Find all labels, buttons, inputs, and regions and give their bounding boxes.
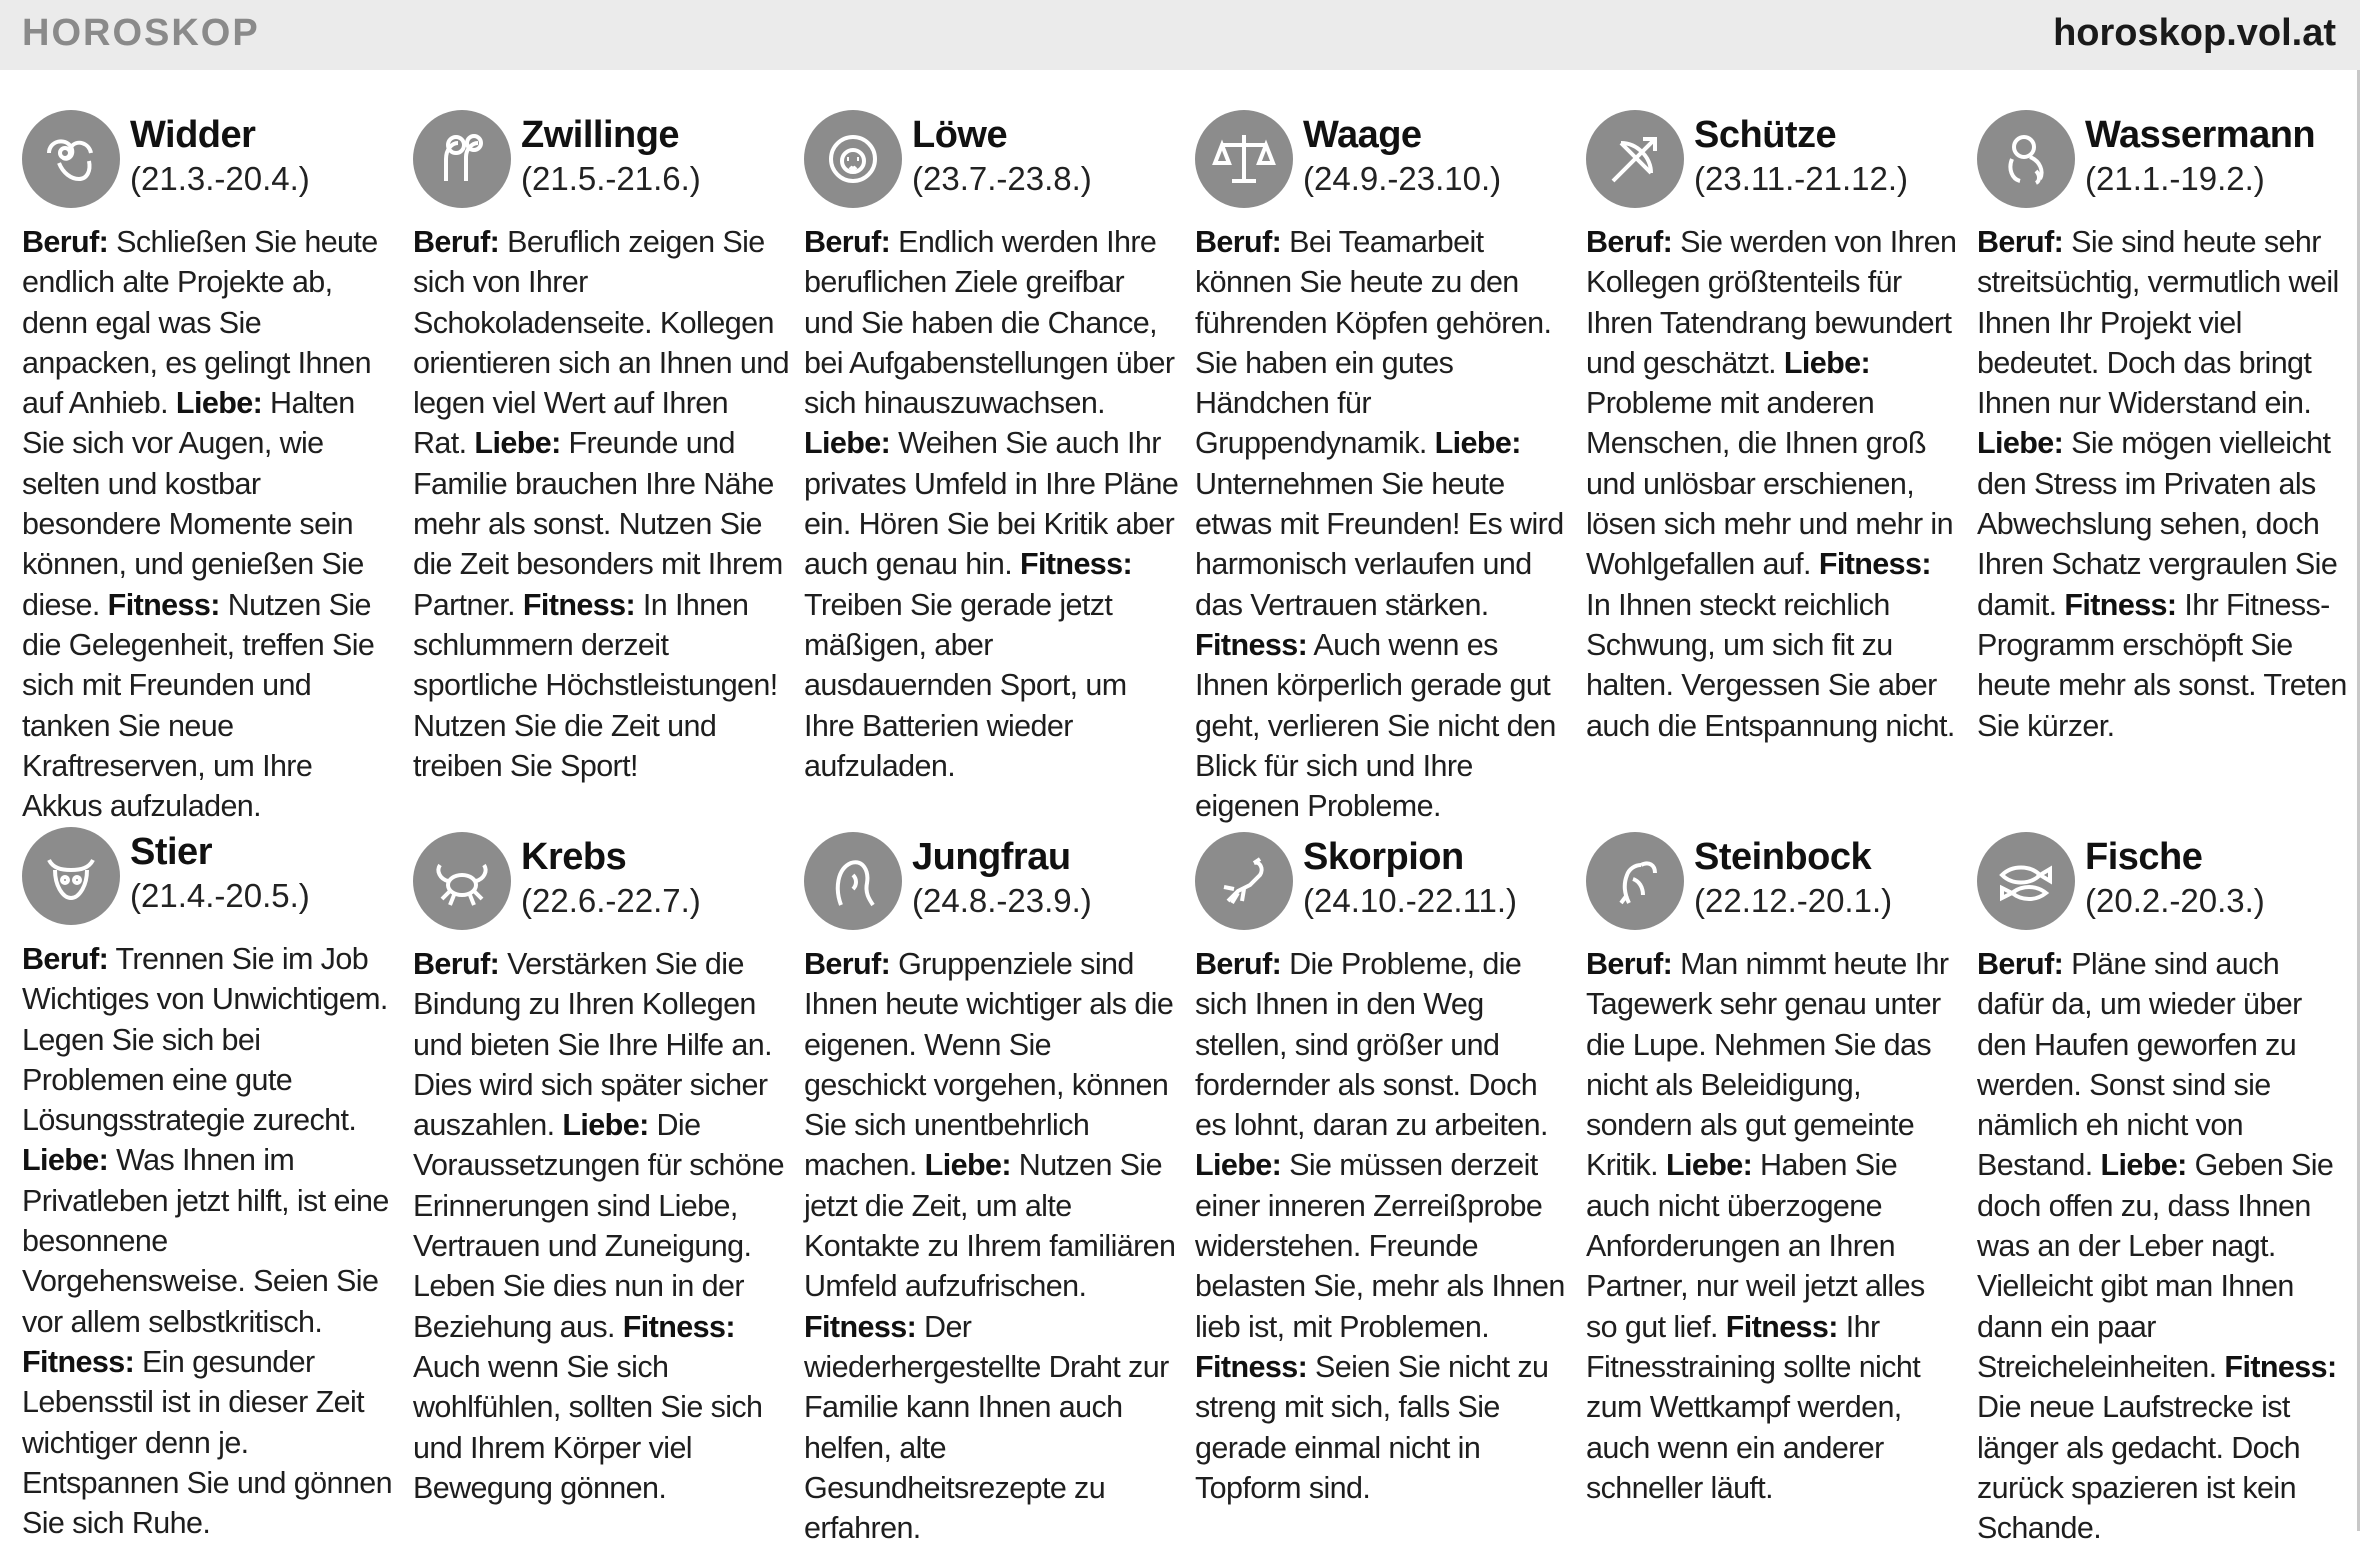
fitness-text: Auch wenn Sie sich wohlfühlen, sollten Sie sich und Ihrem Körper viel Bewegung gönnen. (413, 1349, 763, 1505)
beruf-text: Sie werden von Ihren Kollegen größtenteils für Ihren Tatendrang bewundert und geschätzt. (1586, 225, 1957, 380)
site-url-link[interactable]: horoskop.vol.at (2053, 12, 2336, 54)
fitness-text: Die neue Laufstrecke ist länger als gedacht. Doch zurück spazieren ist kein Schande. (1977, 1390, 2301, 1546)
liebe-label: Liebe: (1977, 426, 2064, 461)
beruf-label: Beruf: (1586, 947, 1673, 981)
fitness-label: Fitness: (2064, 587, 2177, 622)
liebe-text: Sie mögen vielleicht den Stress im Privaten als Abwechslung sehen, doch Ihren Schatz vergraulen Sie damit. (1977, 426, 2338, 622)
fitness-text: Nutzen Sie die Gelegenheit, treffen Sie sich mit Freunden und tanken Sie neue Kraftreserven, um Ihre Akkus aufzuladen. (22, 587, 375, 824)
fitness-label: Fitness: (1725, 1309, 1838, 1344)
beruf-label: Beruf: (413, 225, 500, 259)
liebe-label: Liebe: (804, 426, 891, 461)
beruf-label: Beruf: (1977, 947, 2064, 981)
sign-dates: (24.10.-22.11.) (1303, 882, 1518, 919)
sign-dates: (21.3.-20.4.) (130, 160, 310, 197)
sign-text (413, 222, 789, 786)
archer-icon (1586, 110, 1684, 208)
liebe-text: Halten Sie sich vor Augen, wie selten und kostbar besondere Momente sein können, und genießen Sie diese. (22, 386, 364, 622)
sign-stier (22, 827, 398, 1543)
liebe-label: Liebe: (1665, 1148, 1753, 1183)
beruf-text: Endlich werden Ihre beruflichen Ziele greifbar und Sie haben die Chance, bei Aufgabenstellungen über sich hinauszuwachsen. (804, 225, 1175, 421)
sign-name: Skorpion (1303, 836, 1464, 878)
liebe-text: Die Voraussetzungen für schöne Erinnerungen sind Liebe, Vertrauen und Zuneigung. Leben Sie dies nun in der Beziehung aus. (413, 1108, 784, 1344)
beruf-label: Beruf: (1195, 225, 1282, 259)
liebe-text: Was Ihnen im Privatleben jetzt hilft, ist eine besonnene Vorgehensweise. Seien Sie vor allem selbstkritisch. (22, 1143, 389, 1339)
sign-name: Krebs (521, 836, 627, 878)
sign-widder (22, 110, 398, 826)
fitness-label: Fitness: (1818, 547, 1931, 582)
fitness-label: Fitness: (622, 1309, 735, 1344)
ram-icon (22, 110, 120, 208)
liebe-label: Liebe: (1783, 345, 1871, 380)
liebe-text: Haben Sie auch nicht überzogene Anforderungen an Ihren Partner, nur weil jetzt alles so gut lief. (1586, 1148, 1925, 1344)
sign-name: Fische (2085, 836, 2203, 878)
sign-steinbock (1586, 832, 1962, 1508)
sign-name: Widder (130, 114, 256, 156)
liebe-text: Freunde und Familie brauchen Ihre Nähe mehr als sonst. Nutzen Sie die Zeit besonders mit Ihrem Partner. (413, 426, 783, 622)
page-title: HOROSKOP (22, 12, 260, 54)
fitness-label: Fitness: (522, 587, 636, 622)
fish-icon (1977, 832, 2075, 930)
beruf-label: Beruf: (1195, 947, 1282, 981)
sign-text (1195, 222, 1571, 826)
sign-name: Schütze (1694, 114, 1837, 156)
sign-name: Stier (130, 831, 212, 873)
bull-icon (22, 827, 120, 925)
sign-text (804, 222, 1180, 786)
sign-dates: (21.4.-20.5.) (130, 877, 310, 914)
sign-text (1195, 944, 1571, 1508)
sign-skorpion (1195, 832, 1571, 1508)
scorpion-icon (1195, 832, 1293, 930)
sign-loewe (804, 110, 1180, 786)
beruf-text: Die Probleme, die sich Ihnen in den Weg stellen, sind größer und fordernder als sonst. Doch es lohnt, daran zu arbeiten. (1195, 947, 1548, 1143)
liebe-label: Liebe: (1195, 1148, 1282, 1183)
sign-dates: (21.5.-21.6.) (521, 160, 701, 197)
sign-dates: (24.9.-23.10.) (1303, 160, 1502, 197)
liebe-text: Weihen Sie auch Ihr privates Umfeld in Ihre Pläne ein. Hören Sie bei Kritik aber auch genau hin. (804, 426, 1179, 582)
fitness-text: Der wiederhergestellte Draht zur Familie kann Ihnen auch helfen, alte Gesundheitsrezepte zu erfahren. (804, 1309, 1169, 1546)
fitness-text: Auch wenn es Ihnen körperlich gerade gut geht, verlieren Sie nicht den Blick für sich und Ihre eigenen Probleme. (1195, 627, 1556, 824)
fitness-label: Fitness: (2224, 1349, 2337, 1384)
liebe-text: Geben Sie doch offen zu, dass Ihnen was an der Leber nagt. Vielleicht gibt man Ihnen dann ein paar Streicheleinheiten. (1977, 1148, 2334, 1384)
sign-text (22, 939, 398, 1543)
sign-name: Zwillinge (521, 114, 680, 156)
sign-zwillinge (413, 110, 789, 786)
fitness-text: In Ihnen schlummern derzeit sportliche Höchstleistungen! Nutzen Sie die Zeit und treiben Sie Sport! (413, 587, 778, 783)
sign-dates: (21.1.-19.2.) (2085, 160, 2265, 197)
sign-fische (1977, 832, 2353, 1548)
twins-icon (413, 110, 511, 208)
sign-wassermann (1977, 110, 2353, 746)
beruf-text: Schließen Sie heute endlich alte Projekte ab, denn egal was Sie anpacken, es gelingt Ihnen auf Anhieb. (22, 225, 378, 421)
liebe-label: Liebe: (924, 1148, 1011, 1183)
beruf-text: Trennen Sie im Job Wichtiges von Unwichtigem. Legen Sie sich bei Problemen eine gute Lösungsstrategie zurecht. (22, 942, 388, 1138)
sign-text (413, 944, 789, 1508)
sign-schuetze (1586, 110, 1962, 746)
fitness-label: Fitness: (107, 587, 220, 622)
scales-icon (1195, 110, 1293, 208)
sign-name: Löwe (912, 114, 1008, 156)
sign-dates: (22.12.-20.1.) (1694, 882, 1893, 919)
liebe-text: Sie müssen derzeit einer inneren Zerreißprobe widerstehen. Freunde belasten Sie, mehr als Ihnen lieb ist, mit Problemen. (1195, 1148, 1565, 1344)
water-bearer-icon (1977, 110, 2075, 208)
sign-name: Jungfrau (912, 836, 1071, 878)
liebe-label: Liebe: (2100, 1148, 2187, 1183)
beruf-text: Gruppenziele sind Ihnen heute wichtiger als die eigenen. Wenn Sie geschickt vorgehen, können Sie sich unentbehrlich machen. (804, 947, 1174, 1183)
fitness-text: In Ihnen steckt reichlich Schwung, um sich fit zu halten. Vergessen Sie aber auch die Entspannung nicht. (1586, 587, 1955, 743)
fitness-text: Treiben Sie gerade jetzt mäßigen, aber ausdauernden Sport, um Ihre Batterien wieder aufzuladen. (804, 587, 1127, 783)
beruf-label: Beruf: (1977, 225, 2064, 259)
fitness-label: Fitness: (22, 1344, 135, 1379)
sign-text (22, 222, 398, 826)
liebe-label: Liebe: (562, 1108, 649, 1143)
fitness-label: Fitness: (1019, 547, 1133, 582)
fitness-label: Fitness: (1195, 1349, 1308, 1384)
lion-icon (804, 110, 902, 208)
sign-text (1586, 944, 1962, 1508)
virgin-icon (804, 832, 902, 930)
liebe-label: Liebe: (175, 386, 263, 421)
goat-icon (1586, 832, 1684, 930)
liebe-label: Liebe: (22, 1143, 109, 1178)
sign-dates: (23.7.-23.8.) (912, 160, 1092, 197)
beruf-text: Sie sind heute sehr streitsüchtig, vermutlich weil Ihnen Ihr Projekt viel bedeutet. Doch das bringt Ihnen nur Widerstand ein. (1977, 225, 2339, 421)
sign-waage (1195, 110, 1571, 826)
crab-icon (413, 832, 511, 930)
sign-text (1586, 222, 1962, 746)
beruf-label: Beruf: (413, 947, 500, 981)
liebe-label: Liebe: (1434, 426, 1521, 461)
sign-name: Waage (1303, 114, 1422, 156)
fitness-label: Fitness: (804, 1309, 917, 1344)
beruf-text: Man nimmt heute Ihr Tagewerk sehr genau unter die Lupe. Nehmen Sie das nicht als Beleidigung, sondern als gut gemeinte Kritik. (1586, 947, 1949, 1183)
sign-dates: (23.11.-21.12.) (1694, 160, 1909, 197)
fitness-text: Ein gesunder Lebensstil ist in dieser Zeit wichtiger denn je. Entspannen Sie und gönnen Sie sich Ruhe. (22, 1344, 392, 1541)
beruf-text: Bei Teamarbeit können Sie heute zu den führenden Köpfen gehören. Sie haben ein gutes Händchen für Gruppendynamik. (1195, 225, 1552, 461)
sign-text (1977, 222, 2353, 746)
beruf-label: Beruf: (804, 225, 891, 259)
sign-krebs (413, 832, 789, 1508)
beruf-label: Beruf: (804, 947, 891, 981)
beruf-label: Beruf: (22, 942, 109, 976)
sign-dates: (22.6.-22.7.) (521, 882, 701, 919)
sign-text (1977, 944, 2353, 1548)
liebe-text: Nutzen Sie jetzt die Zeit, um alte Kontakte zu Ihrem familiären Umfeld aufzufrischen. (804, 1148, 1176, 1304)
beruf-text: Verstärken Sie die Bindung zu Ihren Kollegen und bieten Sie Ihre Hilfe an. Dies wird sich später sicher auszahlen. (413, 947, 773, 1143)
fitness-text: Seien Sie nicht zu streng mit sich, falls Sie gerade einmal nicht in Topform sind. (1195, 1349, 1549, 1505)
liebe-label: Liebe: (474, 426, 561, 461)
sign-name: Steinbock (1694, 836, 1872, 878)
sign-jungfrau (804, 832, 1180, 1548)
sign-name: Wassermann (2085, 114, 2316, 156)
fitness-text: Ihr Fitnesstraining sollte nicht zum Wettkampf werden, auch wenn ein anderer schneller läuft. (1586, 1309, 1921, 1505)
beruf-text: Pläne sind auch dafür da, um wieder über den Haufen geworfen zu werden. Sonst sind sie nämlich eh nicht von Bestand. (1977, 947, 2302, 1183)
beruf-text: Beruflich zeigen Sie sich von Ihrer Schokoladenseite. Kollegen orientieren sich an Ihnen und legen viel Wert auf Ihren Rat. (413, 225, 789, 461)
liebe-text: Probleme mit anderen Menschen, die Ihnen groß und unlösbar erschienen, lösen sich mehr und mehr in Wohlgefallen auf. (1586, 386, 1953, 582)
fitness-text: Ihr Fitness-Programm erschöpft Sie heute mehr als sonst. Treten Sie kürzer. (1977, 587, 2347, 743)
page-header (0, 0, 2360, 70)
sign-text (804, 944, 1180, 1548)
sign-dates: (24.8.-23.9.) (912, 882, 1092, 919)
beruf-label: Beruf: (22, 225, 109, 259)
fitness-label: Fitness: (1195, 627, 1308, 662)
liebe-text: Unternehmen Sie heute etwas mit Freunden! Es wird harmonisch verlaufen und das Vertrauen stärken. (1195, 466, 1564, 622)
beruf-label: Beruf: (1586, 225, 1673, 259)
sign-dates: (20.2.-20.3.) (2085, 882, 2265, 919)
